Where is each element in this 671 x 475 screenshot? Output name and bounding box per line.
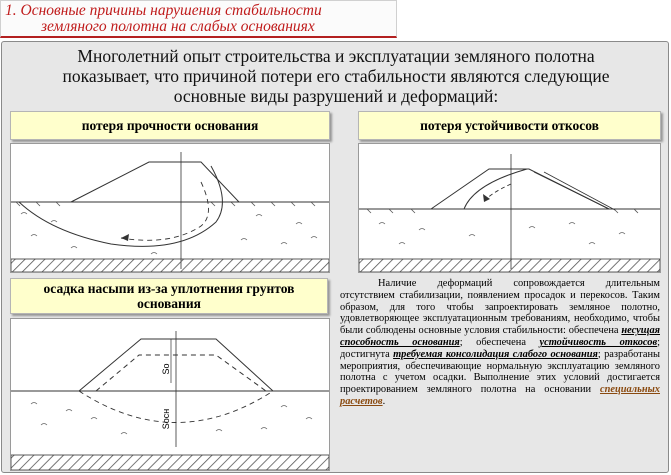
special-calculations-link[interactable]: специальных расчетов: [340, 384, 660, 407]
bedrock-hatch: [11, 259, 329, 272]
title-line-2: земляного полотна на слабых основаниях: [41, 18, 315, 35]
label-foundation-strength-loss: потеря прочности основания: [10, 111, 330, 140]
slope-failure-drawing: [359, 144, 660, 272]
label-sosn: Sосн: [161, 408, 171, 430]
emphasis-slope-stability: устойчивость откосов: [539, 336, 658, 348]
title-line-1: 1. Основные причины нарушения стабильности: [5, 2, 322, 19]
foundation-failure-drawing: [11, 144, 329, 272]
ground-surface-ticks: [367, 209, 638, 213]
soil-symbols: [379, 223, 625, 245]
diagram-foundation-strength: [10, 143, 330, 273]
soil-symbols: [21, 213, 317, 255]
emphasis-consolidation: требуемая консолидация слабого основания: [393, 348, 598, 360]
bedrock-hatch: [11, 455, 329, 470]
diagram-settlement: [10, 318, 330, 471]
embankment-shape: [71, 162, 239, 202]
label-slope-stability-loss: потеря устойчивости откосов: [358, 111, 661, 140]
settlement-drawing: [11, 319, 329, 470]
bedrock-hatch: [359, 259, 660, 272]
embankment-shape: [431, 169, 609, 209]
slide-title: [0, 0, 397, 38]
intro-paragraph: Многолетний опыт строительства и эксплуатации земляного полотна показывает, что причиной потери его стабильности являются следующие основные виды разрушений и деформаций:: [62, 46, 610, 106]
emphasis-bearing-capacity: несущая способность основания: [340, 325, 660, 348]
diagram-slope-stability: [358, 143, 661, 273]
soil-symbols: [31, 403, 312, 435]
label-settlement: осадка насыпи из-за уплотнения грунтов основания: [10, 278, 328, 314]
ground-surface-ticks: [16, 202, 315, 206]
label-so: So: [161, 363, 171, 375]
explanation-text: Наличие деформаций сопровождается длительным отсутствием стабилизации, появлением просадок и перекосов. Таким образом, для того чтобы запроектировать земляное полотно, удовлетворяющее эксплуатационным требованиям, необходимо, чтобы были соблюдены основные условия стабильности: обеспечена несущая способность основания; обеспечена устойчивость откосов; достигнута требуемая консолидация слабого основания; разработаны мероприятия, обеспечивающие нормальную эксплуатацию земляного полотна с учетом осадки. Выполнение этих условий достигается проектированием земляного полотна на основании специальных расчетов.: [340, 278, 661, 407]
